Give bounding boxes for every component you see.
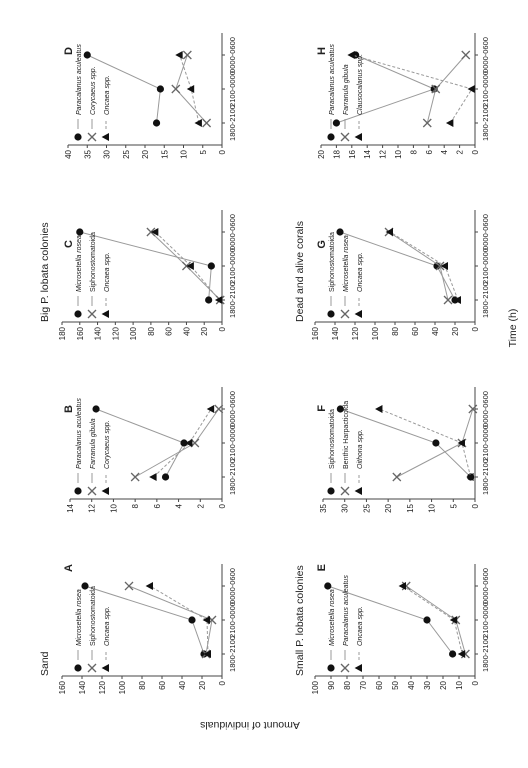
panel-g-y-tick-label: 0 (471, 327, 480, 332)
panel-a-series-line-3 (150, 586, 208, 654)
panel-e-y-tick-label: 90 (327, 681, 336, 690)
panel-d-x-tick-label: 0000-0600 (228, 37, 237, 73)
panel-b-y-tick-label: 6 (152, 504, 162, 509)
panel-h-series-3-point (347, 51, 354, 59)
panel-d-y-tick-label: 40 (64, 150, 73, 159)
panel-f-y-tick-label: 10 (427, 504, 437, 513)
panel-e-legend-marker-2 (341, 664, 349, 672)
panel-f-y-tick-label: 20 (384, 504, 394, 513)
panel-h-series-3-point (446, 119, 453, 127)
panel-c-y-tick-label: 20 (200, 327, 210, 336)
panel-d-series-1-point (153, 119, 160, 126)
panel-c-series-1-point (205, 296, 212, 303)
panel-c-legend-marker-1 (74, 310, 81, 317)
panel-f-legend-label-1: Siphonostomatoida (329, 409, 336, 469)
panel-h-y-tick-label: 2 (455, 150, 465, 155)
panel-b-series-3-point (149, 473, 156, 481)
panel-e-legend-marker-3 (355, 664, 362, 672)
panel-h-legend-marker-3 (355, 133, 362, 141)
panel-h-y-tick-label: 16 (347, 150, 357, 159)
panel-c-x-tick-label: 0000-0600 (228, 214, 237, 250)
panel-g-legend-label-1: Siphonostomatoida (329, 232, 336, 292)
panel-b-x-tick-label: 2100-0000 (228, 425, 237, 461)
panel-d-y-tick-label: 5 (198, 150, 208, 155)
panel-g-series-3-point (441, 262, 448, 270)
panel-h-y-tick-label: 18 (332, 150, 342, 159)
panel-a-series-1-point (188, 616, 195, 623)
panel-c-series-3-point (186, 262, 193, 270)
panel-a-legend-label-3: Oncaea spp. (104, 606, 111, 646)
panel-g-legend-marker-1 (327, 310, 334, 317)
panel-e-y-tick-label: 60 (375, 681, 384, 690)
panel-b-series-1-point (162, 473, 169, 480)
panel-f-series-3-point (375, 405, 382, 413)
panel-a-y-tick-label: 140 (78, 681, 87, 695)
panel-b-y-tick-label: 14 (66, 504, 75, 513)
panel-e-legend-label-3: Oncaea spp. (357, 606, 364, 646)
panel-f-x-tick-label: 1800-2100 (481, 459, 490, 495)
panel-e-legend-marker-1 (327, 664, 334, 671)
panel-f-x-tick-label: 2100-0000 (481, 425, 490, 461)
panel-g-y-tick-label: 140 (331, 327, 340, 341)
panel-a-series-line-2 (129, 586, 212, 654)
panel-b-legend-marker-1 (74, 487, 81, 494)
panel-g-y-tick-label: 20 (451, 327, 460, 336)
panel-c-series-3-point (151, 228, 158, 236)
panel-b-legend-label-3: Corycaeus spp. (104, 420, 111, 469)
group-label-small-colonies: Small P. lobata colonies (294, 565, 306, 676)
panel-h-x-tick-label: 1800-2100 (481, 105, 490, 141)
panel-g-letter: G (316, 240, 328, 249)
group-label-dead-alive-corals: Dead and alive corals (294, 221, 306, 322)
group-label-sand: Sand (39, 651, 51, 676)
panel-d-series-1-point (157, 85, 164, 92)
panel-f-legend-marker-1 (327, 487, 334, 494)
panel-h-series-1-point (333, 119, 340, 126)
panel-f-y-tick-label: 5 (449, 504, 459, 509)
panel-a-legend-marker-2 (88, 664, 96, 672)
panel-d-legend-label-3: Oncaea spp. (104, 75, 111, 115)
panel-b-series-line-2 (135, 409, 219, 477)
panel-b-y-tick-label: 8 (131, 504, 141, 509)
panel-f-legend-label-3: Oithona spp. (357, 429, 364, 469)
panel-a-y-tick-label: 160 (58, 681, 67, 695)
panel-f-y-tick-label: 35 (319, 504, 328, 513)
panel-c-series-1-point (208, 262, 215, 269)
panel-b-x-tick-label: 0000-0600 (228, 391, 237, 427)
panel-a-x-tick-label: 0000-0600 (228, 568, 237, 604)
panel-e-x-tick-label: 2100-0000 (481, 602, 490, 638)
panel-g-legend-label-2: Microsetella rosea (343, 235, 350, 292)
panel-e-y-tick-label: 20 (439, 681, 448, 690)
panel-h-legend-label-1: Paracalanus aculeatus (329, 44, 336, 115)
panel-g-y-tick-label: 160 (311, 327, 320, 341)
panel-e-y-tick-label: 100 (311, 681, 320, 695)
panel-b-y-tick-label: 0 (218, 504, 227, 509)
panel-g-y-tick-label: 100 (371, 327, 380, 341)
panel-a-series-2-point (125, 582, 133, 590)
panel-d-y-tick-label: 20 (141, 150, 150, 159)
panel-h-series-line-3 (352, 55, 472, 123)
panel-h-legend-label-2: Farranula gibula (343, 64, 350, 115)
panel-h-y-tick-label: 4 (440, 150, 450, 155)
panel-f-y-tick-label: 30 (340, 504, 350, 513)
panel-g-legend-label-3: Oncaea spp. (357, 252, 364, 292)
panel-c-x-tick-label: 1800-2100 (228, 282, 237, 318)
panel-c-legend-label-1: Microsetella rosea (76, 235, 83, 292)
panel-e-y-tick-label: 30 (423, 681, 432, 690)
panel-f-x-tick-label: 0000-0600 (481, 391, 490, 427)
panel-g-legend-marker-3 (355, 310, 362, 318)
panel-d-legend-marker-1 (74, 133, 81, 140)
panel-a-legend-marker-3 (102, 664, 109, 672)
panel-d-y-tick-label: 10 (179, 150, 189, 159)
panel-b-x-tick-label: 1800-2100 (228, 459, 237, 495)
panel-e-y-tick-label: 70 (359, 681, 368, 690)
panel-h-series-2-point (423, 119, 431, 127)
panel-c-legend-marker-2 (88, 310, 96, 318)
panel-d-legend-label-2: Corycaeus spp. (90, 66, 97, 115)
panel-e-y-tick-label: 40 (407, 681, 416, 690)
panel-f-legend-label-2: Benthic Harpacticoida (343, 400, 350, 469)
panel-b-series-3-point (207, 405, 214, 413)
panel-f-y-tick-label: 15 (405, 504, 415, 513)
panel-h-x-tick-label: 2100-0000 (481, 71, 490, 107)
panel-g-y-tick-label: 80 (391, 327, 400, 336)
panel-f-series-line-3 (379, 409, 470, 477)
panel-e-series-1-point (449, 650, 456, 657)
panel-d-y-tick-label: 15 (160, 150, 170, 159)
panel-b-legend-label-1: Paracalanus aculeatus (76, 398, 83, 469)
panel-a-y-tick-label: 80 (138, 681, 147, 690)
panel-d-letter: D (63, 47, 75, 55)
panel-c-series-3-point (215, 296, 222, 304)
panel-d-y-tick-label: 25 (121, 150, 131, 159)
panel-c-y-tick-label: 0 (218, 327, 227, 332)
panel-h-x-tick-label: 0000-0600 (481, 37, 490, 73)
panel-d-x-tick-label: 2100-0000 (228, 71, 237, 107)
panel-a-letter: A (63, 564, 75, 572)
panel-c-y-tick-label: 40 (182, 327, 192, 336)
panel-h-series-1-point (431, 85, 438, 92)
panel-h-y-tick-label: 10 (394, 150, 403, 159)
panel-c-legend-marker-3 (102, 310, 109, 318)
panel-g-x-tick-label: 1800-2100 (481, 282, 490, 318)
panel-h-y-tick-label: 6 (424, 150, 434, 155)
panel-a-y-tick-label: 60 (158, 681, 167, 690)
panel-g-x-tick-label: 0000-0600 (481, 214, 490, 250)
panel-h-series-3-point (468, 85, 475, 93)
panel-d-y-tick-label: 35 (83, 150, 93, 159)
panel-f-legend-marker-2 (341, 487, 349, 495)
panel-a-legend-marker-1 (74, 664, 81, 671)
panel-b-y-tick-label: 4 (174, 504, 184, 509)
panel-a-legend-label-2: Siphonostomatoida (90, 586, 97, 646)
panel-c-letter: C (63, 240, 75, 248)
panel-h-y-tick-label: 20 (317, 150, 326, 159)
panel-d-legend-marker-3 (102, 133, 109, 141)
panel-h-series-2-point (462, 51, 470, 59)
panel-a-y-tick-label: 120 (98, 681, 107, 695)
panel-a-series-3-point (146, 582, 153, 590)
panel-d-legend-label-1: Paracalanus aculeatus (76, 44, 83, 115)
panel-e-letter: E (316, 564, 328, 572)
panel-e-y-tick-label: 80 (343, 681, 352, 690)
panel-a-y-tick-label: 20 (198, 681, 207, 690)
panel-b-y-tick-label: 2 (196, 504, 206, 509)
panel-b-legend-marker-3 (102, 487, 109, 495)
group-label-big-colonies: Big P. lobata colonies (39, 222, 51, 322)
panel-g-x-tick-label: 2100-0000 (481, 248, 490, 284)
panel-d-series-line-1 (87, 55, 160, 123)
panel-d-series-1-point (84, 51, 91, 58)
panel-b-series-1-point (92, 405, 99, 412)
panel-f-y-tick-label: 25 (362, 504, 372, 513)
panel-a-x-tick-label: 1800-2100 (228, 636, 237, 672)
panel-h-y-tick-label: 12 (378, 150, 388, 159)
panel-c-y-tick-label: 180 (58, 327, 67, 341)
panel-g-series-2-point (444, 296, 452, 304)
panel-f-series-2-point (393, 473, 401, 481)
panel-a-y-tick-label: 0 (218, 681, 227, 686)
panel-c-x-tick-label: 2100-0000 (228, 248, 237, 284)
panel-a-x-tick-label: 2100-0000 (228, 602, 237, 638)
panel-a-series-line-1 (85, 586, 204, 654)
panel-c-y-tick-label: 80 (146, 327, 156, 336)
panel-e-x-tick-label: 0000-0600 (481, 568, 490, 604)
panel-e-y-tick-label: 50 (391, 681, 400, 690)
panel-b-y-tick-label: 10 (109, 504, 119, 513)
panel-d-y-tick-label: 30 (102, 150, 112, 159)
panel-h-y-tick-label: 8 (409, 150, 419, 155)
panel-g-y-tick-label: 120 (351, 327, 360, 341)
panel-f-legend-marker-3 (355, 487, 362, 495)
panel-f-letter: F (316, 405, 328, 412)
panel-c-y-tick-label: 160 (75, 327, 85, 341)
panel-c-legend-label-2: Siphonostomatoida (90, 232, 97, 292)
panel-c-y-tick-label: 60 (164, 327, 174, 336)
panel-b-legend-label-2: Farranula gibula (90, 418, 97, 469)
panel-a-legend-label-1: Microsetella rosea (76, 589, 83, 646)
panel-c-y-tick-label: 100 (129, 327, 139, 341)
panel-d-series-2-point (172, 85, 180, 93)
panel-d-series-2-point (183, 51, 191, 59)
y-axis-title: Amount of individuals (200, 719, 300, 731)
panel-f-series-1-point (432, 439, 439, 446)
panel-b-legend-marker-2 (88, 487, 96, 495)
panel-e-y-tick-label: 10 (455, 681, 464, 690)
panel-b-letter: B (63, 405, 75, 413)
panel-a-y-tick-label: 40 (178, 681, 187, 690)
panel-h-letter: H (316, 47, 328, 55)
panel-e-series-3-point (399, 582, 406, 590)
panel-d-series-3-point (175, 51, 182, 59)
panel-g-y-tick-label: 60 (411, 327, 420, 336)
panel-b-series-2-point (131, 473, 139, 481)
panel-e-y-tick-label: 0 (471, 681, 480, 686)
panel-c-y-tick-label: 140 (93, 327, 103, 341)
panel-c-y-tick-label: 120 (111, 327, 121, 341)
panel-b-y-tick-label: 12 (87, 504, 97, 513)
panel-e-legend-label-2: Paracalanus aculeatus (343, 575, 350, 646)
panel-d-x-tick-label: 1800-2100 (228, 105, 237, 141)
panel-c-legend-label-3: Oncaea spp. (104, 252, 111, 292)
panel-d-series-2-point (203, 119, 211, 127)
x-axis-title: Time (h) (507, 308, 519, 348)
panel-a-y-tick-label: 100 (118, 681, 127, 695)
panel-g-y-tick-label: 40 (431, 327, 440, 336)
panel-g-legend-marker-2 (341, 310, 349, 318)
panel-d-y-tick-label: 0 (218, 150, 227, 155)
panel-h-series-line-1 (336, 55, 434, 123)
panel-h-y-tick-label: 14 (363, 150, 373, 159)
panel-e-x-tick-label: 1800-2100 (481, 636, 490, 672)
panel-e-legend-label-1: Microsetella rosea (329, 589, 336, 646)
panel-h-legend-label-3: Clausocalanus spp. (357, 53, 364, 115)
panel-h-legend-marker-1 (327, 133, 334, 140)
panel-h-legend-marker-2 (341, 133, 349, 141)
panel-f-y-tick-label: 0 (471, 504, 480, 509)
panel-e-series-1-point (423, 616, 430, 623)
panel-h-y-tick-label: 0 (471, 150, 480, 155)
panel-d-legend-marker-2 (88, 133, 96, 141)
